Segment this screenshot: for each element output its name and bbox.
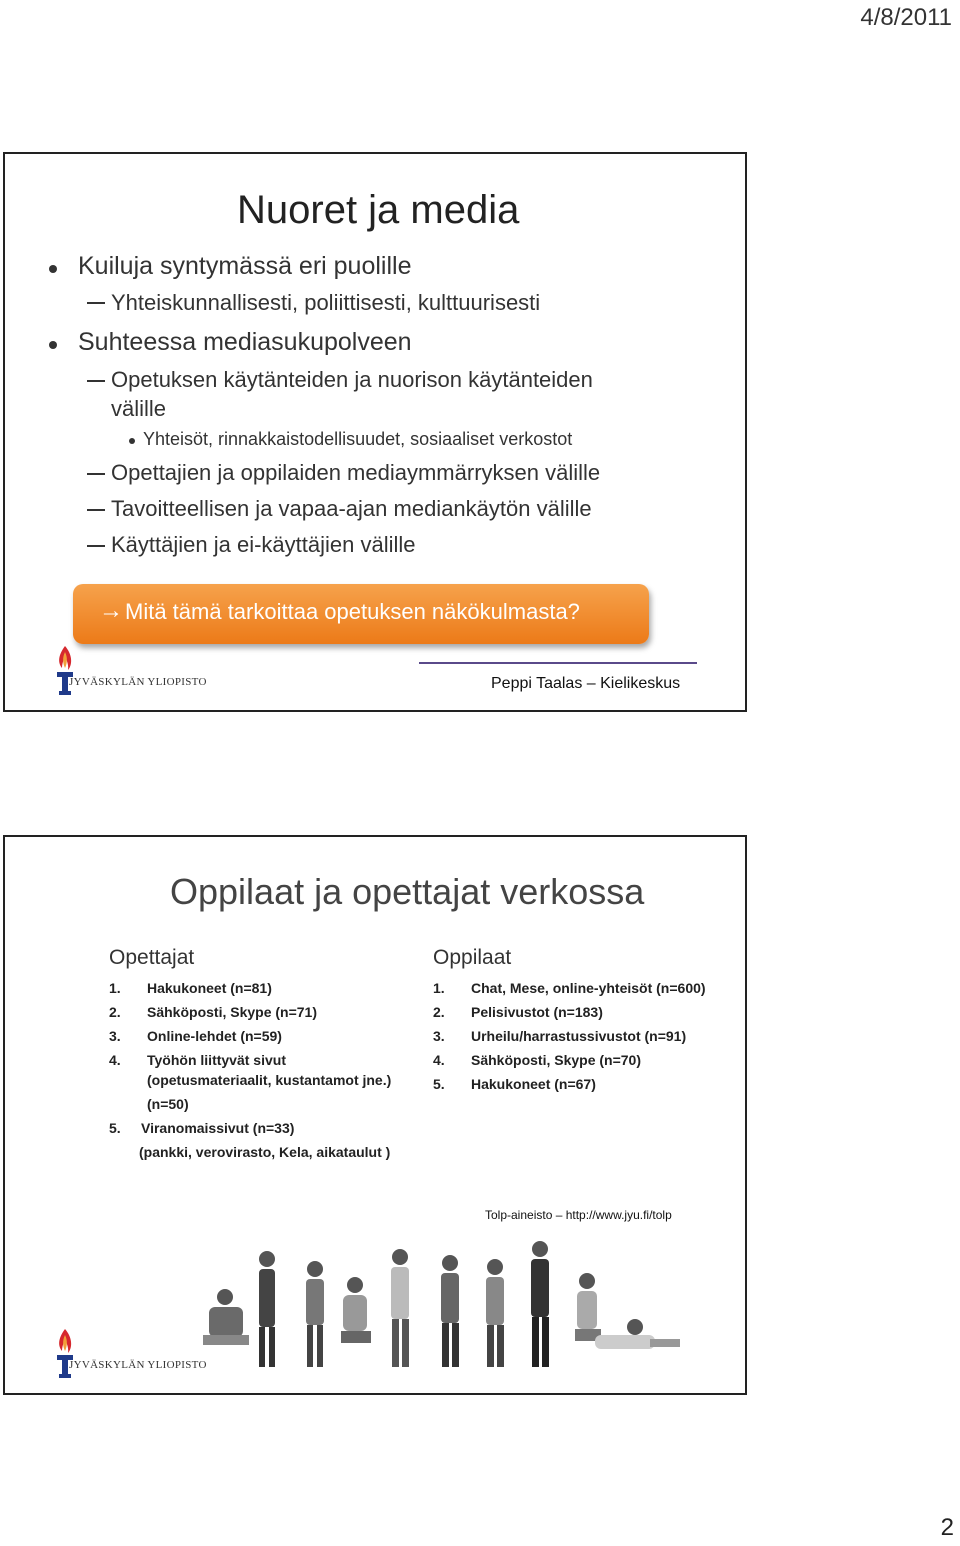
reference-text: Tolp-aineisto – http://www.jyu.fi/tolp	[485, 1208, 672, 1222]
sub-sub-bullet-line: Yhteisöt, rinnakkaistodellisuudet, sosiaaliset verkostot	[143, 429, 573, 449]
question-callout	[73, 584, 649, 644]
sub-bullet-line: Tavoitteellisen ja vapaa-ajan mediankäytön välille	[111, 496, 592, 521]
dash-icon	[87, 380, 105, 382]
university-logo	[53, 644, 207, 700]
list-item: 4. Sähköposti, Skype (n=70)	[433, 1052, 641, 1068]
sub-bullet-line-continuation: välille	[111, 396, 167, 421]
bullet-line: Suhteessa mediasukupolveen	[78, 328, 412, 356]
list-item-continuation: (opetusmateriaalit, kustantamot jne.)	[147, 1072, 392, 1088]
list-item: 2. Sähköposti, Skype (n=71)	[109, 1004, 317, 1020]
page-number: 2	[940, 1514, 954, 1541]
university-logo	[53, 1327, 207, 1383]
list-item: 3. Online-lehdet (n=59)	[109, 1028, 282, 1044]
bullet-icon	[49, 265, 57, 273]
logo-text: JYVÄSKYLÄN YLIOPISTO	[69, 1359, 207, 1371]
list-item: 5. Viranomaissivut (n=33)	[109, 1120, 295, 1136]
bullet-icon	[129, 438, 135, 444]
dash-icon	[87, 302, 105, 304]
page-date: 4/8/2011	[860, 4, 952, 31]
teachers-heading: Opettajat	[109, 946, 195, 969]
list-item: 3. Urheilu/harrastussivustot (n=91)	[433, 1028, 687, 1044]
bullet-icon	[49, 341, 57, 349]
dash-icon	[87, 509, 105, 511]
students-heading: Oppilaat	[433, 946, 512, 969]
logo-text: JYVÄSKYLÄN YLIOPISTO	[69, 676, 207, 688]
list-item-continuation: (n=50)	[147, 1096, 189, 1112]
bullet-line: Kuiluja syntymässä eri puolille	[78, 252, 412, 280]
signature-line	[419, 662, 697, 664]
sub-bullet-line: Opettajien ja oppilaiden mediaymmärryksen välille	[111, 460, 601, 485]
list-item: 2. Pelisivustot (n=183)	[433, 1004, 603, 1020]
list-item-continuation: (pankki, verovirasto, Kela, aikataulut )	[139, 1144, 391, 1160]
dash-icon	[87, 473, 105, 475]
slide-title: Nuoret ja media	[237, 188, 520, 232]
torch-logo-icon	[53, 1327, 77, 1383]
slide-nuoret-ja-media	[3, 152, 747, 712]
signature-text: Peppi Taalas – Kielikeskus	[491, 675, 681, 692]
sub-bullet-line: Opetuksen käytänteiden ja nuorison käytänteiden	[111, 367, 593, 392]
torch-logo-icon	[53, 644, 77, 700]
people-group-image	[195, 1237, 695, 1387]
slide-title: Oppilaat ja opettajat verkossa	[170, 871, 645, 912]
list-item: 4. Työhön liittyvät sivut	[109, 1052, 286, 1068]
sub-bullet-line: Yhteiskunnallisesti, poliittisesti, kulttuurisesti	[111, 290, 541, 315]
sub-bullet-line: Käyttäjien ja ei-käyttäjien välille	[111, 532, 416, 557]
list-item: 1. Chat, Mese, online-yhteisöt (n=600)	[433, 980, 706, 996]
arrow-right-icon: →	[99, 597, 123, 624]
slide-oppilaat-ja-opettajat	[3, 835, 747, 1395]
callout-text: Mitä tämä tarkoittaa opetuksen näkökulmasta?	[125, 599, 580, 624]
list-item: 5. Hakukoneet (n=67)	[433, 1076, 596, 1092]
dash-icon	[87, 545, 105, 547]
list-item: 1. Hakukoneet (n=81)	[109, 980, 272, 996]
